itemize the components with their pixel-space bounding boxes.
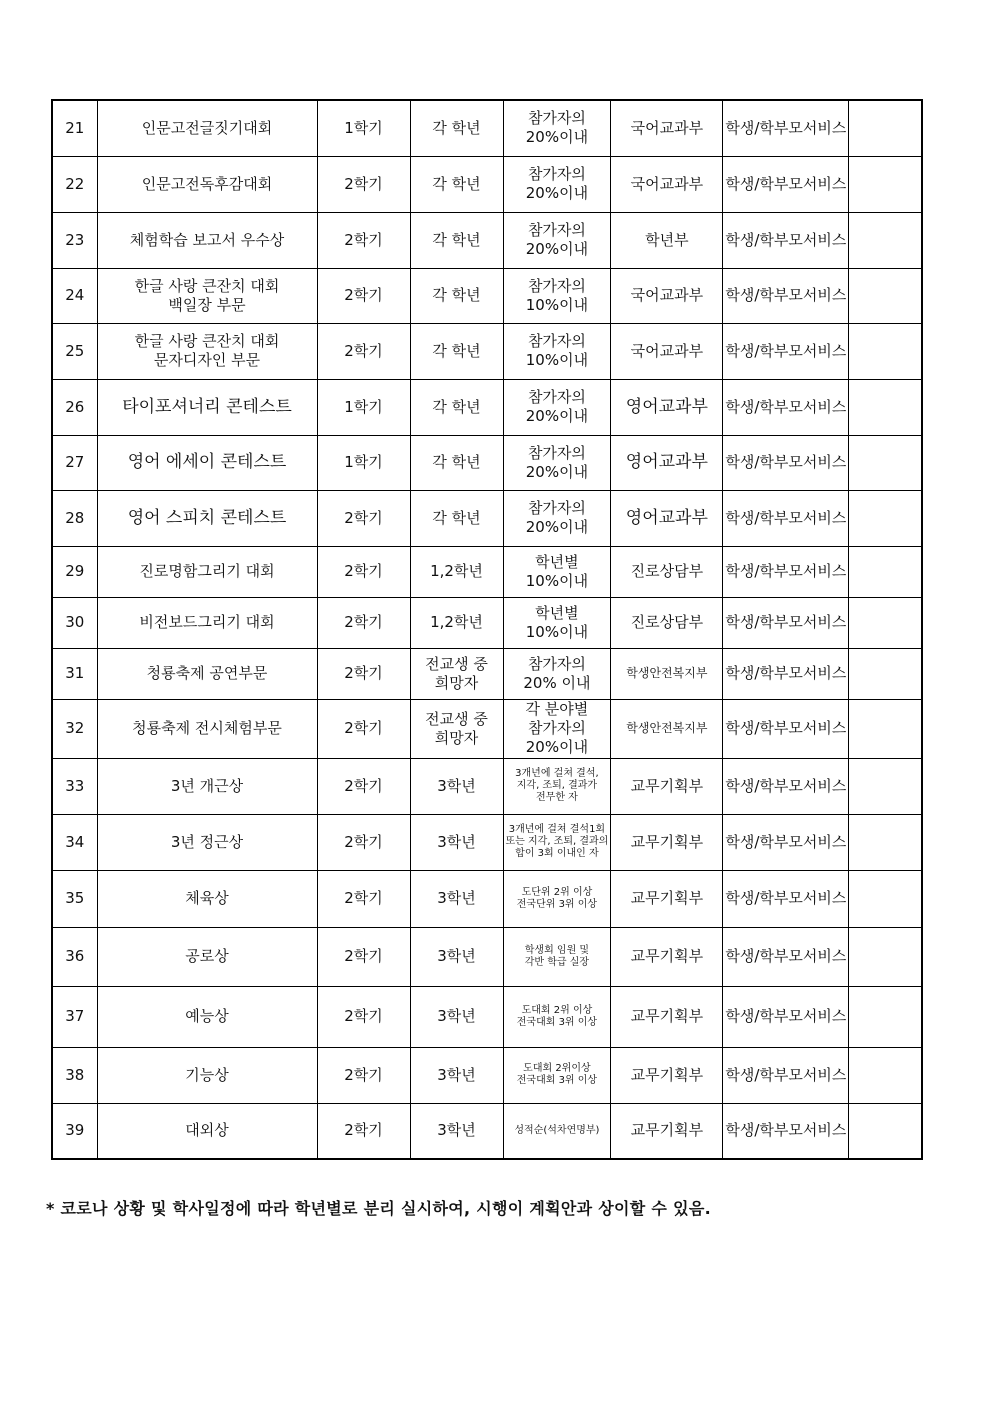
department: 진로상담부	[611, 546, 723, 597]
award-name-line: 영어 스피치 콘테스트	[127, 507, 287, 528]
table-row	[52, 986, 922, 1047]
target-grade	[410, 927, 503, 986]
target-grade	[410, 648, 503, 699]
award-name-line: 청룡축제 공연부문	[146, 664, 268, 682]
table-row	[52, 648, 922, 699]
remarks	[849, 597, 922, 648]
department: 영어교과부	[611, 379, 723, 435]
target-grade	[410, 814, 503, 870]
department: 진로상담부	[611, 597, 723, 648]
award-quota-line: 전무한 자	[536, 792, 578, 803]
award-quota	[503, 268, 611, 323]
award-quota-line: 10%이내	[525, 295, 589, 314]
table-row	[52, 699, 922, 758]
service-type: 학생/학부모서비스	[723, 379, 849, 435]
department: 교무기획부	[611, 986, 723, 1047]
award-name-line: 3년 정근상	[170, 832, 244, 851]
service-type: 학생/학부모서비스	[723, 546, 849, 597]
table-row	[52, 268, 922, 323]
award-term: 2학기	[317, 870, 410, 927]
table-row	[52, 435, 922, 490]
table-row	[52, 758, 922, 814]
award-quota-line: 참가자의	[527, 499, 586, 517]
remarks	[849, 927, 922, 986]
target-grade	[410, 597, 503, 648]
table-body	[52, 100, 922, 1159]
award-name-line: 인문고전글짓기대회	[141, 118, 273, 137]
award-name-line: 진로명함그리기 대회	[139, 562, 275, 580]
table-row	[52, 490, 922, 546]
table-row	[52, 1103, 922, 1159]
row-number: 31	[52, 648, 97, 699]
service-type: 학생/학부모서비스	[723, 435, 849, 490]
table-row	[52, 100, 922, 156]
target-grade	[410, 546, 503, 597]
award-quota-line: 도단위 2위 이상	[521, 886, 593, 898]
service-type: 학생/학부모서비스	[723, 814, 849, 870]
target-grade-line: 희망자	[434, 673, 479, 692]
award-name-line: 체험학습 보고서 우수상	[129, 230, 285, 249]
award-quota-line: 각반 학급 실장	[524, 956, 590, 968]
award-name	[97, 699, 317, 758]
remarks	[849, 323, 922, 379]
target-grade	[410, 699, 503, 758]
target-grade-line: 각 학년	[432, 118, 481, 137]
award-quota-line: 참가자의	[527, 332, 586, 350]
row-number: 28	[52, 490, 97, 546]
award-term: 2학기	[317, 648, 410, 699]
row-number: 39	[52, 1103, 97, 1159]
award-name	[97, 1103, 317, 1159]
target-grade	[410, 156, 503, 212]
table-row	[52, 927, 922, 986]
row-number: 36	[52, 927, 97, 986]
award-term: 2학기	[317, 490, 410, 546]
award-name	[97, 546, 317, 597]
remarks	[849, 435, 922, 490]
award-term: 1학기	[317, 100, 410, 156]
award-name-line: 청룡축제 전시체험부문	[132, 719, 282, 737]
department: 학생안전복지부	[611, 648, 723, 699]
award-name	[97, 268, 317, 323]
department: 교무기획부	[611, 814, 723, 870]
award-quota-line: 학생회 임원 및	[524, 944, 590, 956]
target-grade	[410, 100, 503, 156]
target-grade	[410, 323, 503, 379]
award-name-line: 비전보드그리기 대회	[139, 613, 275, 631]
award-term: 2학기	[317, 323, 410, 379]
award-term: 2학기	[317, 546, 410, 597]
target-grade	[410, 1047, 503, 1103]
award-term: 1학기	[317, 435, 410, 490]
award-quota-line: 20%이내	[525, 462, 589, 481]
row-number: 29	[52, 546, 97, 597]
department: 국어교과부	[611, 323, 723, 379]
award-term: 2학기	[317, 1047, 410, 1103]
award-quota	[503, 986, 611, 1047]
award-name	[97, 1047, 317, 1103]
award-name	[97, 379, 317, 435]
service-type: 학생/학부모서비스	[723, 490, 849, 546]
award-name-line: 인문고전독후감대회	[141, 174, 273, 193]
target-grade	[410, 268, 503, 323]
department: 영어교과부	[611, 490, 723, 546]
target-grade-line: 3학년	[437, 1121, 476, 1140]
award-quota-line: 도대회 2위이상	[523, 1063, 591, 1074]
remarks	[849, 212, 922, 268]
table-row	[52, 212, 922, 268]
award-quota-line: 지각, 조퇴, 결과가	[516, 780, 598, 791]
award-term: 2학기	[317, 597, 410, 648]
department: 교무기획부	[611, 758, 723, 814]
award-quota-line: 참가자의	[527, 443, 586, 462]
target-grade-line: 각 학년	[432, 341, 481, 360]
award-name-line: 체육상	[185, 889, 229, 907]
target-grade	[410, 1103, 503, 1159]
award-name	[97, 156, 317, 212]
award-name	[97, 814, 317, 870]
award-quota-line: 20%이내	[525, 407, 589, 425]
award-quota-line: 각 분야별	[525, 700, 589, 718]
award-quota	[503, 699, 611, 758]
award-name-line: 한글 사랑 큰잔치 대회	[134, 332, 280, 350]
target-grade-line: 1,2학년	[430, 613, 483, 631]
award-quota-line: 10%이내	[525, 622, 589, 641]
target-grade-line: 1,2학년	[430, 562, 483, 580]
award-quota	[503, 758, 611, 814]
target-grade-line: 희망자	[434, 728, 479, 747]
award-name-line: 3년 개근상	[170, 776, 244, 795]
target-grade-line: 각 학년	[432, 230, 481, 249]
row-number: 23	[52, 212, 97, 268]
target-grade-line: 3학년	[437, 889, 476, 907]
award-quota-line: 참가자의	[527, 276, 586, 295]
award-term: 1학기	[317, 379, 410, 435]
service-type: 학생/학부모서비스	[723, 597, 849, 648]
award-quota-line: 20%이내	[525, 128, 589, 147]
remarks	[849, 814, 922, 870]
service-type: 학생/학부모서비스	[723, 100, 849, 156]
row-number: 30	[52, 597, 97, 648]
remarks	[849, 100, 922, 156]
row-number: 32	[52, 699, 97, 758]
award-quota-line: 합이 3회 이내인 자	[515, 848, 599, 859]
service-type: 학생/학부모서비스	[723, 156, 849, 212]
award-name-line: 타이포셔너리 콘테스트	[122, 396, 292, 417]
award-quota	[503, 435, 611, 490]
remarks	[849, 379, 922, 435]
award-name	[97, 490, 317, 546]
department: 국어교과부	[611, 268, 723, 323]
table-row	[52, 546, 922, 597]
service-type: 학생/학부모서비스	[723, 323, 849, 379]
remarks	[849, 870, 922, 927]
award-term: 2학기	[317, 212, 410, 268]
award-quota-line: 참가자의	[527, 109, 586, 128]
award-quota-line: 20%이내	[525, 184, 589, 202]
award-quota	[503, 379, 611, 435]
award-quota	[503, 648, 611, 699]
awards-table	[51, 99, 923, 1160]
target-grade-line: 3학년	[437, 832, 476, 851]
award-term: 2학기	[317, 814, 410, 870]
department: 국어교과부	[611, 156, 723, 212]
table-row	[52, 1047, 922, 1103]
award-quota	[503, 323, 611, 379]
award-name-line: 한글 사랑 큰잔치 대회	[134, 276, 280, 295]
award-name	[97, 435, 317, 490]
award-term: 2학기	[317, 268, 410, 323]
award-quota	[503, 814, 611, 870]
target-grade-line: 3학년	[437, 776, 476, 795]
award-quota	[503, 1103, 611, 1159]
department: 영어교과부	[611, 435, 723, 490]
award-quota-line: 전국대회 3위 이상	[516, 1075, 598, 1086]
service-type: 학생/학부모서비스	[723, 870, 849, 927]
service-type: 학생/학부모서비스	[723, 648, 849, 699]
table-row	[52, 597, 922, 648]
award-quota-line: 도대회 2위 이상	[521, 1004, 593, 1016]
remarks	[849, 986, 922, 1047]
target-grade-line: 각 학년	[432, 286, 481, 304]
award-name-line: 영어 에세이 콘테스트	[127, 452, 287, 472]
award-name-line: 공로상	[185, 947, 229, 965]
award-quota-line: 20% 이내	[523, 673, 591, 692]
target-grade	[410, 758, 503, 814]
target-grade-line: 각 학년	[432, 453, 481, 471]
award-term: 2학기	[317, 927, 410, 986]
target-grade	[410, 212, 503, 268]
award-quota	[503, 546, 611, 597]
award-quota	[503, 212, 611, 268]
award-name	[97, 323, 317, 379]
remarks	[849, 699, 922, 758]
target-grade	[410, 986, 503, 1047]
target-grade-line: 전교생 중	[425, 709, 488, 728]
row-number: 27	[52, 435, 97, 490]
award-quota	[503, 490, 611, 546]
award-name	[97, 597, 317, 648]
department: 교무기획부	[611, 1047, 723, 1103]
award-quota	[503, 597, 611, 648]
row-number: 21	[52, 100, 97, 156]
table-row	[52, 814, 922, 870]
award-quota-line: 3개년에 걸쳐 결석1회	[508, 824, 606, 835]
footnote: * 코로나 상황 및 학사일정에 따라 학년별로 분리 실시하여, 시행이 계획안과 상이할 수 있음.	[46, 1199, 711, 1218]
award-name	[97, 870, 317, 927]
award-name-line: 문자디자인 부문	[153, 351, 261, 369]
award-name	[97, 986, 317, 1047]
service-type: 학생/학부모서비스	[723, 1103, 849, 1159]
award-quota-line: 성적순(석차연명부)	[514, 1124, 600, 1136]
award-term: 2학기	[317, 156, 410, 212]
department: 교무기획부	[611, 870, 723, 927]
award-quota	[503, 1047, 611, 1103]
award-quota-line: 3개년에 걸쳐 결석,	[515, 768, 599, 779]
target-grade-line: 각 학년	[432, 397, 481, 416]
department: 교무기획부	[611, 1103, 723, 1159]
row-number: 24	[52, 268, 97, 323]
award-name	[97, 648, 317, 699]
award-quota	[503, 927, 611, 986]
remarks	[849, 268, 922, 323]
row-number: 37	[52, 986, 97, 1047]
target-grade-line: 3학년	[437, 947, 476, 965]
award-quota-line: 학년별	[535, 552, 579, 571]
award-quota	[503, 100, 611, 156]
department: 학년부	[611, 212, 723, 268]
award-term: 2학기	[317, 758, 410, 814]
award-name	[97, 758, 317, 814]
department: 학생안전복지부	[611, 699, 723, 758]
remarks	[849, 1103, 922, 1159]
table-row	[52, 323, 922, 379]
award-name-line: 대외상	[185, 1121, 229, 1140]
award-quota-line: 참가자의	[527, 165, 586, 183]
service-type: 학생/학부모서비스	[723, 927, 849, 986]
row-number: 38	[52, 1047, 97, 1103]
remarks	[849, 546, 922, 597]
remarks	[849, 490, 922, 546]
award-quota-line: 참가자의	[527, 654, 586, 673]
service-type: 학생/학부모서비스	[723, 1047, 849, 1103]
award-quota-line: 전국단위 3위 이상	[516, 898, 598, 910]
target-grade	[410, 379, 503, 435]
service-type: 학생/학부모서비스	[723, 212, 849, 268]
table-row	[52, 379, 922, 435]
target-grade-line: 3학년	[437, 1065, 476, 1084]
row-number: 26	[52, 379, 97, 435]
remarks	[849, 648, 922, 699]
target-grade-line: 각 학년	[432, 508, 481, 527]
award-name	[97, 100, 317, 156]
award-quota-line: 20%이내	[525, 738, 589, 756]
target-grade-line: 각 학년	[432, 174, 481, 193]
target-grade	[410, 435, 503, 490]
award-name-line: 기능상	[185, 1065, 229, 1084]
row-number: 35	[52, 870, 97, 927]
award-name	[97, 927, 317, 986]
award-term: 2학기	[317, 1103, 410, 1159]
row-number: 33	[52, 758, 97, 814]
award-quota-line: 10%이내	[525, 571, 589, 590]
award-quota	[503, 156, 611, 212]
target-grade-line: 3학년	[437, 1007, 476, 1025]
award-term: 2학기	[317, 699, 410, 758]
department: 국어교과부	[611, 100, 723, 156]
target-grade-line: 전교생 중	[425, 654, 488, 673]
award-quota-line: 학년별	[535, 603, 579, 622]
table-row	[52, 156, 922, 212]
award-quota-line: 또는 지각, 조퇴, 결과의	[505, 836, 609, 847]
award-name-line: 백일장 부문	[168, 295, 246, 314]
target-grade	[410, 870, 503, 927]
remarks	[849, 1047, 922, 1103]
award-quota-line: 참가자의	[527, 719, 586, 737]
award-quota-line: 참가자의	[527, 388, 586, 406]
service-type: 학생/학부모서비스	[723, 268, 849, 323]
row-number: 22	[52, 156, 97, 212]
service-type: 학생/학부모서비스	[723, 758, 849, 814]
award-term: 2학기	[317, 986, 410, 1047]
award-quota-line: 전국대회 3위 이상	[516, 1016, 598, 1028]
target-grade	[410, 490, 503, 546]
remarks	[849, 758, 922, 814]
award-name-line: 예능상	[185, 1007, 229, 1025]
award-quota	[503, 870, 611, 927]
award-name	[97, 212, 317, 268]
row-number: 34	[52, 814, 97, 870]
table-row	[52, 870, 922, 927]
department: 교무기획부	[611, 927, 723, 986]
award-quota-line: 참가자의	[527, 221, 586, 239]
award-quota-line: 10%이내	[525, 351, 589, 369]
award-quota-line: 20%이내	[525, 518, 589, 536]
remarks	[849, 156, 922, 212]
service-type: 학생/학부모서비스	[723, 986, 849, 1047]
award-quota-line: 20%이내	[525, 240, 589, 258]
service-type: 학생/학부모서비스	[723, 699, 849, 758]
row-number: 25	[52, 323, 97, 379]
